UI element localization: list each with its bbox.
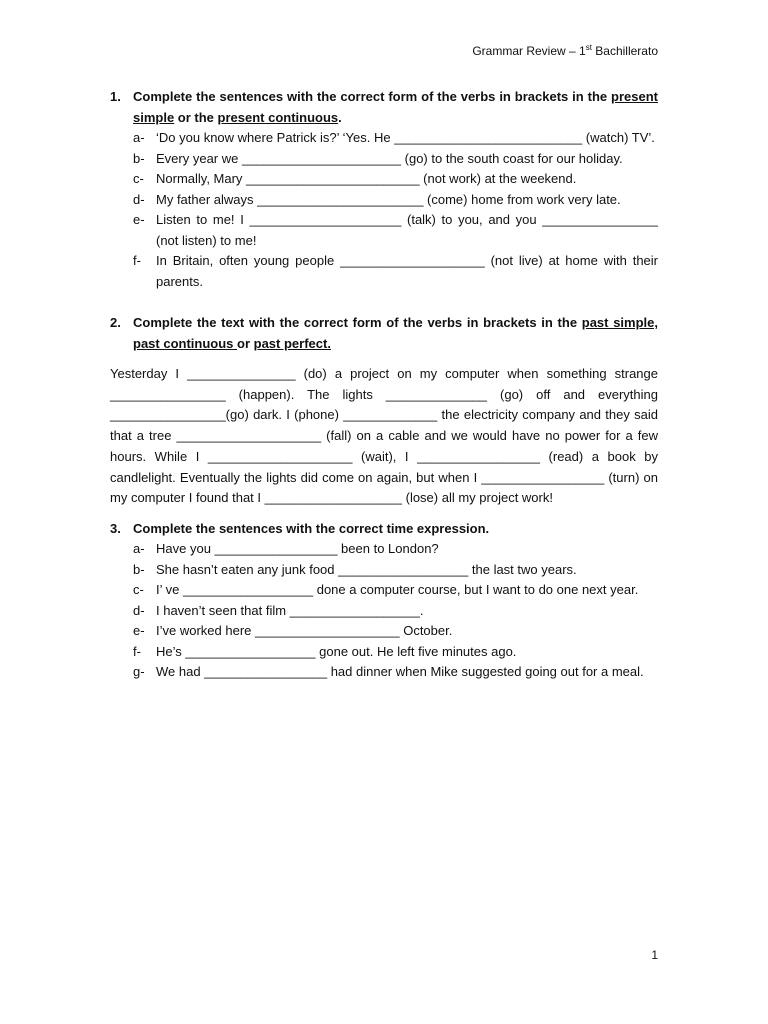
item-label: f- [133,643,141,659]
item-text: Normally, Mary ________________________ (not work) at the weekend. [156,171,577,186]
item-text: I’ ve __________________ done a computer course, but I want to do one next year. [156,582,639,598]
list-item [133,210,658,251]
item-text: Every year we ______________________ (go) to the south coast for our holiday. [156,150,623,166]
item-label: d- [133,191,145,207]
item-label: d- [133,602,145,618]
item-text: My father always _______________________ (come) home from work very late. [156,191,621,207]
q1-underline-2: present continuous [217,109,339,125]
question-2-paragraph: Yesterday I _______________ (do) a project on my computer when something strange ________________ (happen). The lights ______________ (go) off and everything ________________(go) dark. I (phone) _____________ the electricity company and they said that a tree ____________________ (fall) on a cable and we would have no power for a few hours. While I ____________________ (wait), I _________________ (read) a book by candlelight. Eventually the lights did come on again, but when I _________________ (turn) on my computer I found that I ___________________ (lose) all my project work! [110,366,658,506]
question-3-items [110,539,658,683]
item-label: b- [133,561,145,577]
item-label: g- [133,664,145,680]
item-text: Listen to me! I _____________________ (talk) to you, and you ________________ (not listen) to me! [156,212,658,248]
list-item [133,128,658,149]
item-label: e- [133,623,145,639]
item-label: a- [133,130,145,145]
item-text: I’ve worked here ____________________ October. [156,623,453,639]
header-title-post: Bachillerato [591,44,658,58]
item-text: In Britain, often young people ____________________ (not live) at home with their parents. [156,253,658,289]
q1-text-a: Complete the sentences with the correct form of the verbs in brackets in the [133,89,612,104]
header-title-sup: st [585,43,592,52]
q1-underline-1: present simple [133,89,658,125]
item-text: Have you _________________ been to London? [156,541,439,557]
list-item [133,149,658,170]
item-label: f- [133,253,141,268]
q1-text-c: . [338,109,342,125]
item-label: c- [133,171,144,186]
q2-underline-3: past perfect. [253,335,331,351]
item-text: I haven’t seen that film __________________. [156,602,424,618]
q2-text-a: Complete the text with the correct form of the verbs in brackets in the [133,315,582,330]
list-item [133,190,658,211]
item-text: She hasn’t eaten any junk food __________________ the last two years. [156,561,577,577]
item-text: He’s __________________ gone out. He left five minutes ago. [156,643,517,659]
question-text [133,313,658,354]
list-item [133,251,658,292]
item-text: We had _________________ had dinner when Mike suggested going out for a meal. [156,664,644,680]
worksheet-content [110,87,658,683]
question-2-heading [110,313,658,354]
list-item [133,580,658,601]
question-text: Complete the sentences with the correct time expression. [133,520,490,536]
question-number: 1. [110,89,121,104]
question-text [133,87,658,128]
q2-underline-2: past continuous [133,335,237,351]
header-title-pre: Grammar Review – 1 [472,44,586,58]
question-1-items [110,128,658,292]
list-item [133,642,658,663]
item-label: c- [133,582,144,598]
list-item [133,539,658,560]
item-label: e- [133,212,145,227]
question-number: 2. [110,315,121,330]
list-item [133,621,658,642]
page-header [472,43,658,58]
page-number: 1 [651,948,658,962]
question-3-heading [110,519,658,540]
q2-underline-1: past simple, [581,315,658,330]
list-item [133,601,658,622]
item-text: ‘Do you know where Patrick is?’ ‘Yes. He __________________________ (watch) TV’. [156,130,655,145]
question-1-heading [110,87,658,128]
item-label: b- [133,150,145,166]
q2-text-c: or [237,335,254,351]
item-label: a- [133,541,145,557]
list-item [133,169,658,190]
list-item [133,662,658,683]
list-item [133,560,658,581]
q1-text-b: or the [174,109,218,125]
question-number: 3. [110,520,121,536]
